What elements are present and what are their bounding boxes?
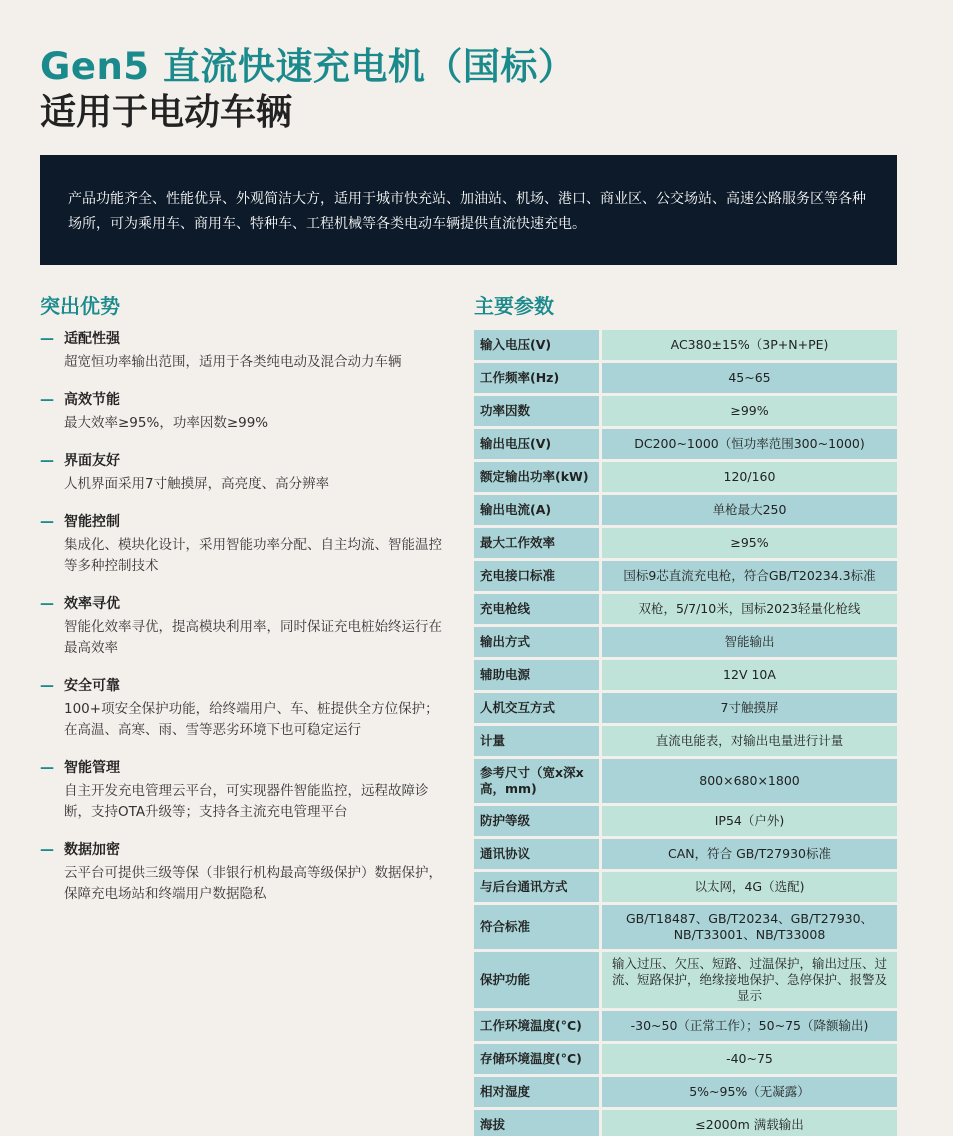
param-value: ≥99%	[602, 396, 897, 426]
param-value: 120/160	[602, 462, 897, 492]
param-key: 充电枪线	[474, 594, 602, 624]
param-value: 输入过压、欠压、短路、过温保护，输出过压、过流、短路保护，绝缘接地保护、急停保护、报警及显示	[602, 952, 897, 1008]
param-row	[474, 330, 897, 360]
param-key: 输出电压(V)	[474, 429, 602, 459]
advantage-title: 数据加密	[64, 842, 120, 858]
advantage-desc: 最大效率≥95%，功率因数≥99%	[64, 415, 269, 431]
param-value: 单枪最大250	[602, 495, 897, 525]
param-key: 最大工作效率	[474, 528, 602, 558]
advantage-desc: 云平台可提供三级等保（非银行机构最高等级保护）数据保护，保障充电场站和终端用户数据隐私	[64, 865, 442, 902]
param-value: 智能输出	[602, 627, 897, 657]
advantages-heading: 突出优势	[40, 294, 120, 318]
param-key: 计量	[474, 726, 602, 756]
advantage-title: 安全可靠	[64, 678, 120, 694]
advantage-desc: 人机界面采用7寸触摸屏，高亮度、高分辨率	[64, 476, 330, 492]
param-value: 7寸触摸屏	[602, 693, 897, 723]
param-row	[474, 561, 897, 591]
advantage-title: 高效节能	[64, 392, 120, 408]
advantage-desc: 100+项安全保护功能，给终端用户、车、桩提供全方位保护；在高温、高寒、雨、雪等恶劣环境下也可稳定运行	[64, 701, 439, 738]
param-row	[474, 429, 897, 459]
page-subtitle: 适用于电动车辆	[40, 92, 293, 133]
param-key: 功率因数	[474, 396, 602, 426]
advantage-item	[40, 328, 450, 373]
dash-icon: —	[40, 678, 54, 694]
params-table	[474, 327, 897, 1136]
param-row	[474, 872, 897, 902]
param-row	[474, 396, 897, 426]
param-row	[474, 363, 897, 393]
param-row	[474, 1077, 897, 1107]
advantage-item	[40, 757, 450, 823]
param-row	[474, 462, 897, 492]
param-key: 通讯协议	[474, 839, 602, 869]
param-value: GB/T18487、GB/T20234、GB/T27930、NB/T33001、NB/T33008	[602, 905, 897, 949]
param-row	[474, 806, 897, 836]
param-key: 工作环境温度(°C)	[474, 1011, 602, 1041]
advantage-desc: 智能化效率寻优，提高模块利用率，同时保证充电桩始终运行在最高效率	[64, 619, 442, 656]
advantage-item	[40, 450, 450, 495]
param-value: 国标9芯直流充电枪，符合GB/T20234.3标准	[602, 561, 897, 591]
param-row	[474, 660, 897, 690]
advantage-title: 智能控制	[64, 514, 120, 530]
dash-icon: —	[40, 331, 54, 347]
param-key: 海拔	[474, 1110, 602, 1136]
advantage-desc: 超宽恒功率输出范围，适用于各类纯电动及混合动力车辆	[64, 354, 402, 370]
param-value: DC200~1000（恒功率范围300~1000)	[602, 429, 897, 459]
param-row	[474, 839, 897, 869]
param-key: 额定输出功率(kW)	[474, 462, 602, 492]
param-value: CAN，符合 GB/T27930标准	[602, 839, 897, 869]
advantage-title: 适配性强	[64, 331, 120, 347]
advantage-title: 效率寻优	[64, 596, 120, 612]
params-heading: 主要参数	[474, 294, 554, 318]
advantage-title: 界面友好	[64, 453, 120, 469]
param-key: 输出电流(A)	[474, 495, 602, 525]
param-row	[474, 759, 897, 803]
param-row	[474, 495, 897, 525]
param-key: 充电接口标准	[474, 561, 602, 591]
param-key: 输入电压(V)	[474, 330, 602, 360]
advantage-item	[40, 389, 450, 434]
dash-icon: —	[40, 596, 54, 612]
param-value: 5%~95%（无凝露）	[602, 1077, 897, 1107]
param-key: 相对湿度	[474, 1077, 602, 1107]
advantage-item	[40, 511, 450, 577]
param-value: 800×680×1800	[602, 759, 897, 803]
param-key: 保护功能	[474, 952, 602, 1008]
dash-icon: —	[40, 392, 54, 408]
param-key: 存储环境温度(°C)	[474, 1044, 602, 1074]
advantage-desc: 集成化、模块化设计，采用智能功率分配、自主均流、智能温控等多种控制技术	[64, 537, 442, 574]
advantage-item	[40, 675, 450, 741]
param-row	[474, 528, 897, 558]
param-key: 辅助电源	[474, 660, 602, 690]
param-value: 12V 10A	[602, 660, 897, 690]
advantage-title: 智能管理	[64, 760, 120, 776]
param-row	[474, 627, 897, 657]
param-value: IP54（户外)	[602, 806, 897, 836]
param-row	[474, 1011, 897, 1041]
param-key: 人机交互方式	[474, 693, 602, 723]
param-value: ≥95%	[602, 528, 897, 558]
intro-text: 产品功能齐全、性能优异、外观简洁大方，适用于城市快充站、加油站、机场、港口、商业区、公交场站、高速公路服务区等各种场所，可为乘用车、商用车、特种车、工程机械等各类电动车辆提供直流快速充电。	[68, 191, 866, 232]
param-value: 45~65	[602, 363, 897, 393]
dash-icon: —	[40, 453, 54, 469]
param-key: 与后台通讯方式	[474, 872, 602, 902]
param-row	[474, 726, 897, 756]
param-value: -40~75	[602, 1044, 897, 1074]
param-key: 输出方式	[474, 627, 602, 657]
param-row	[474, 905, 897, 949]
page-title: Gen5 直流快速充电机（国标）	[40, 45, 576, 88]
param-value: 直流电能表，对输出电量进行计量	[602, 726, 897, 756]
advantage-desc: 自主开发充电管理云平台，可实现器件智能监控，远程故障诊断，支持OTA升级等；支持各主流充电管理平台	[64, 783, 429, 820]
advantages-list	[40, 328, 450, 921]
param-key: 符合标准	[474, 905, 602, 949]
param-value: ≤2000m 满载输出	[602, 1110, 897, 1136]
param-key: 参考尺寸（宽x深x高，mm)	[474, 759, 602, 803]
dash-icon: —	[40, 842, 54, 858]
param-row	[474, 1044, 897, 1074]
param-key: 防护等级	[474, 806, 602, 836]
advantage-item	[40, 593, 450, 659]
param-row	[474, 1110, 897, 1136]
param-key: 工作频率(Hz)	[474, 363, 602, 393]
param-row	[474, 693, 897, 723]
advantage-item	[40, 839, 450, 905]
param-value: 双枪，5/7/10米，国标2023轻量化枪线	[602, 594, 897, 624]
dash-icon: —	[40, 514, 54, 530]
param-value: AC380±15%（3P+N+PE)	[602, 330, 897, 360]
dash-icon: —	[40, 760, 54, 776]
param-row	[474, 952, 897, 1008]
param-value: -30~50（正常工作）；50~75（降额输出)	[602, 1011, 897, 1041]
param-value: 以太网，4G（选配)	[602, 872, 897, 902]
intro-panel	[40, 155, 897, 265]
param-row	[474, 594, 897, 624]
